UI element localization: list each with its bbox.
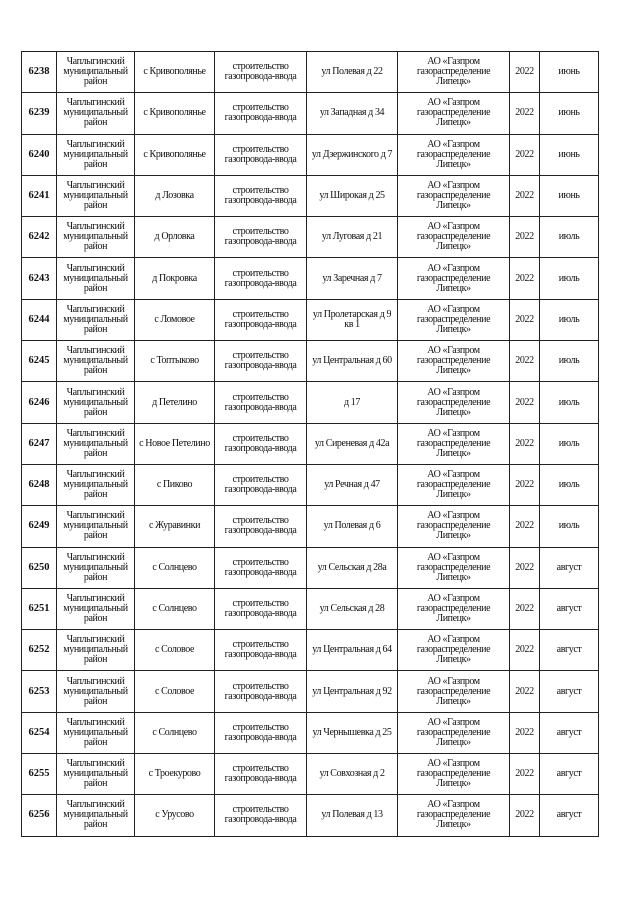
month-cell: июль bbox=[540, 423, 599, 464]
address-cell: ул Чернышевка д 25 bbox=[307, 712, 398, 753]
address-cell: ул Широкая д 25 bbox=[307, 175, 398, 216]
district-cell: Чаплыгинский муниципальный район bbox=[57, 52, 135, 93]
district-cell: Чаплыгинский муниципальный район bbox=[57, 382, 135, 423]
year-cell: 2022 bbox=[510, 258, 540, 299]
district-cell: Чаплыгинский муниципальный район bbox=[57, 712, 135, 753]
address-cell: ул Луговая д 21 bbox=[307, 217, 398, 258]
work-type-cell: строительство газопровода-ввода bbox=[215, 52, 307, 93]
table-row bbox=[22, 299, 599, 340]
locality-cell: с Урусово bbox=[135, 795, 215, 836]
district-cell: Чаплыгинский муниципальный район bbox=[57, 795, 135, 836]
district-cell: Чаплыгинский муниципальный район bbox=[57, 671, 135, 712]
organization-cell: АО «Газпром газораспределение Липецк» bbox=[398, 547, 510, 588]
district-cell: Чаплыгинский муниципальный район bbox=[57, 464, 135, 505]
row-number: 6244 bbox=[22, 299, 57, 340]
table-body bbox=[22, 52, 599, 837]
address-cell: ул Сельская д 28 bbox=[307, 588, 398, 629]
month-cell: июль bbox=[540, 464, 599, 505]
address-cell: ул Центральная д 60 bbox=[307, 341, 398, 382]
year-cell: 2022 bbox=[510, 382, 540, 423]
work-type-cell: строительство газопровода-ввода bbox=[215, 547, 307, 588]
month-cell: август bbox=[540, 712, 599, 753]
organization-cell: АО «Газпром газораспределение Липецк» bbox=[398, 754, 510, 795]
locality-cell: с Пиково bbox=[135, 464, 215, 505]
work-type-cell: строительство газопровода-ввода bbox=[215, 258, 307, 299]
year-cell: 2022 bbox=[510, 795, 540, 836]
locality-cell: с Кривополянье bbox=[135, 52, 215, 93]
table-row bbox=[22, 671, 599, 712]
month-cell: июль bbox=[540, 382, 599, 423]
year-cell: 2022 bbox=[510, 175, 540, 216]
locality-cell: с Солнцево bbox=[135, 712, 215, 753]
row-number: 6239 bbox=[22, 93, 57, 134]
month-cell: июль bbox=[540, 299, 599, 340]
organization-cell: АО «Газпром газораспределение Липецк» bbox=[398, 93, 510, 134]
address-cell: ул Сельская д 28а bbox=[307, 547, 398, 588]
row-number: 6253 bbox=[22, 671, 57, 712]
table-row bbox=[22, 258, 599, 299]
year-cell: 2022 bbox=[510, 464, 540, 505]
year-cell: 2022 bbox=[510, 341, 540, 382]
year-cell: 2022 bbox=[510, 506, 540, 547]
locality-cell: с Топтыково bbox=[135, 341, 215, 382]
organization-cell: АО «Газпром газораспределение Липецк» bbox=[398, 175, 510, 216]
work-type-cell: строительство газопровода-ввода bbox=[215, 506, 307, 547]
month-cell: июнь bbox=[540, 175, 599, 216]
locality-cell: д Покровка bbox=[135, 258, 215, 299]
district-cell: Чаплыгинский муниципальный район bbox=[57, 258, 135, 299]
table-row bbox=[22, 547, 599, 588]
organization-cell: АО «Газпром газораспределение Липецк» bbox=[398, 258, 510, 299]
work-type-cell: строительство газопровода-ввода bbox=[215, 712, 307, 753]
locality-cell: с Кривополянье bbox=[135, 134, 215, 175]
month-cell: июль bbox=[540, 341, 599, 382]
address-cell: ул Речная д 47 bbox=[307, 464, 398, 505]
table-row bbox=[22, 506, 599, 547]
district-cell: Чаплыгинский муниципальный район bbox=[57, 341, 135, 382]
work-type-cell: строительство газопровода-ввода bbox=[215, 382, 307, 423]
work-type-cell: строительство газопровода-ввода bbox=[215, 464, 307, 505]
row-number: 6247 bbox=[22, 423, 57, 464]
address-cell: ул Полевая д 13 bbox=[307, 795, 398, 836]
organization-cell: АО «Газпром газораспределение Липецк» bbox=[398, 671, 510, 712]
gas-connection-schedule-table bbox=[21, 51, 599, 837]
month-cell: июль bbox=[540, 258, 599, 299]
locality-cell: д Петелино bbox=[135, 382, 215, 423]
organization-cell: АО «Газпром газораспределение Липецк» bbox=[398, 341, 510, 382]
table-row bbox=[22, 217, 599, 258]
work-type-cell: строительство газопровода-ввода bbox=[215, 671, 307, 712]
row-number: 6246 bbox=[22, 382, 57, 423]
row-number: 6240 bbox=[22, 134, 57, 175]
district-cell: Чаплыгинский муниципальный район bbox=[57, 299, 135, 340]
month-cell: август bbox=[540, 588, 599, 629]
organization-cell: АО «Газпром газораспределение Липецк» bbox=[398, 423, 510, 464]
district-cell: Чаплыгинский муниципальный район bbox=[57, 588, 135, 629]
year-cell: 2022 bbox=[510, 93, 540, 134]
work-type-cell: строительство газопровода-ввода bbox=[215, 93, 307, 134]
work-type-cell: строительство газопровода-ввода bbox=[215, 754, 307, 795]
row-number: 6251 bbox=[22, 588, 57, 629]
organization-cell: АО «Газпром газораспределение Липецк» bbox=[398, 630, 510, 671]
row-number: 6250 bbox=[22, 547, 57, 588]
month-cell: август bbox=[540, 630, 599, 671]
table-row bbox=[22, 382, 599, 423]
row-number: 6254 bbox=[22, 712, 57, 753]
year-cell: 2022 bbox=[510, 630, 540, 671]
table-row bbox=[22, 630, 599, 671]
year-cell: 2022 bbox=[510, 712, 540, 753]
address-cell: ул Сиреневая д 42а bbox=[307, 423, 398, 464]
year-cell: 2022 bbox=[510, 754, 540, 795]
locality-cell: с Соловое bbox=[135, 671, 215, 712]
month-cell: июль bbox=[540, 506, 599, 547]
locality-cell: с Кривополянье bbox=[135, 93, 215, 134]
district-cell: Чаплыгинский муниципальный район bbox=[57, 754, 135, 795]
locality-cell: с Троекурово bbox=[135, 754, 215, 795]
year-cell: 2022 bbox=[510, 52, 540, 93]
table-row bbox=[22, 795, 599, 836]
locality-cell: с Ломовое bbox=[135, 299, 215, 340]
organization-cell: АО «Газпром газораспределение Липецк» bbox=[398, 299, 510, 340]
table-row bbox=[22, 464, 599, 505]
organization-cell: АО «Газпром газораспределение Липецк» bbox=[398, 795, 510, 836]
organization-cell: АО «Газпром газораспределение Липецк» bbox=[398, 217, 510, 258]
organization-cell: АО «Газпром газораспределение Липецк» bbox=[398, 52, 510, 93]
locality-cell: с Новое Петелино bbox=[135, 423, 215, 464]
address-cell: ул Совхозная д 2 bbox=[307, 754, 398, 795]
table-row bbox=[22, 93, 599, 134]
year-cell: 2022 bbox=[510, 134, 540, 175]
work-type-cell: строительство газопровода-ввода bbox=[215, 341, 307, 382]
work-type-cell: строительство газопровода-ввода bbox=[215, 299, 307, 340]
work-type-cell: строительство газопровода-ввода bbox=[215, 134, 307, 175]
organization-cell: АО «Газпром газораспределение Липецк» bbox=[398, 712, 510, 753]
address-cell: ул Полевая д 6 bbox=[307, 506, 398, 547]
month-cell: август bbox=[540, 671, 599, 712]
work-type-cell: строительство газопровода-ввода bbox=[215, 423, 307, 464]
organization-cell: АО «Газпром газораспределение Липецк» bbox=[398, 134, 510, 175]
year-cell: 2022 bbox=[510, 547, 540, 588]
locality-cell: д Лозовка bbox=[135, 175, 215, 216]
district-cell: Чаплыгинский муниципальный район bbox=[57, 175, 135, 216]
table-row bbox=[22, 52, 599, 93]
year-cell: 2022 bbox=[510, 671, 540, 712]
district-cell: Чаплыгинский муниципальный район bbox=[57, 217, 135, 258]
address-cell: ул Центральная д 64 bbox=[307, 630, 398, 671]
row-number: 6255 bbox=[22, 754, 57, 795]
district-cell: Чаплыгинский муниципальный район bbox=[57, 423, 135, 464]
month-cell: июнь bbox=[540, 52, 599, 93]
work-type-cell: строительство газопровода-ввода bbox=[215, 588, 307, 629]
table-row bbox=[22, 175, 599, 216]
year-cell: 2022 bbox=[510, 299, 540, 340]
district-cell: Чаплыгинский муниципальный район bbox=[57, 630, 135, 671]
row-number: 6241 bbox=[22, 175, 57, 216]
locality-cell: д Орловка bbox=[135, 217, 215, 258]
table-row bbox=[22, 754, 599, 795]
row-number: 6256 bbox=[22, 795, 57, 836]
work-type-cell: строительство газопровода-ввода bbox=[215, 175, 307, 216]
address-cell: ул Дзержинского д 7 bbox=[307, 134, 398, 175]
row-number: 6252 bbox=[22, 630, 57, 671]
row-number: 6238 bbox=[22, 52, 57, 93]
district-cell: Чаплыгинский муниципальный район bbox=[57, 93, 135, 134]
organization-cell: АО «Газпром газораспределение Липецк» bbox=[398, 588, 510, 629]
table-row bbox=[22, 341, 599, 382]
locality-cell: с Солнцево bbox=[135, 547, 215, 588]
organization-cell: АО «Газпром газораспределение Липецк» bbox=[398, 464, 510, 505]
year-cell: 2022 bbox=[510, 217, 540, 258]
row-number: 6242 bbox=[22, 217, 57, 258]
organization-cell: АО «Газпром газораспределение Липецк» bbox=[398, 382, 510, 423]
work-type-cell: строительство газопровода-ввода bbox=[215, 217, 307, 258]
address-cell: ул Заречная д 7 bbox=[307, 258, 398, 299]
address-cell: ул Западная д 34 bbox=[307, 93, 398, 134]
month-cell: август bbox=[540, 795, 599, 836]
locality-cell: с Соловое bbox=[135, 630, 215, 671]
district-cell: Чаплыгинский муниципальный район bbox=[57, 506, 135, 547]
address-cell: ул Пролетарская д 9 кв 1 bbox=[307, 299, 398, 340]
year-cell: 2022 bbox=[510, 423, 540, 464]
address-cell: ул Полевая д 22 bbox=[307, 52, 398, 93]
organization-cell: АО «Газпром газораспределение Липецк» bbox=[398, 506, 510, 547]
year-cell: 2022 bbox=[510, 588, 540, 629]
table-row bbox=[22, 134, 599, 175]
locality-cell: с Журавинки bbox=[135, 506, 215, 547]
work-type-cell: строительство газопровода-ввода bbox=[215, 630, 307, 671]
row-number: 6245 bbox=[22, 341, 57, 382]
locality-cell: с Солнцево bbox=[135, 588, 215, 629]
row-number: 6249 bbox=[22, 506, 57, 547]
row-number: 6243 bbox=[22, 258, 57, 299]
month-cell: август bbox=[540, 547, 599, 588]
district-cell: Чаплыгинский муниципальный район bbox=[57, 134, 135, 175]
table-row bbox=[22, 712, 599, 753]
month-cell: июнь bbox=[540, 134, 599, 175]
address-cell: д 17 bbox=[307, 382, 398, 423]
table-row bbox=[22, 588, 599, 629]
row-number: 6248 bbox=[22, 464, 57, 505]
month-cell: август bbox=[540, 754, 599, 795]
table-row bbox=[22, 423, 599, 464]
district-cell: Чаплыгинский муниципальный район bbox=[57, 547, 135, 588]
month-cell: июль bbox=[540, 217, 599, 258]
address-cell: ул Центральная д 92 bbox=[307, 671, 398, 712]
work-type-cell: строительство газопровода-ввода bbox=[215, 795, 307, 836]
month-cell: июнь bbox=[540, 93, 599, 134]
